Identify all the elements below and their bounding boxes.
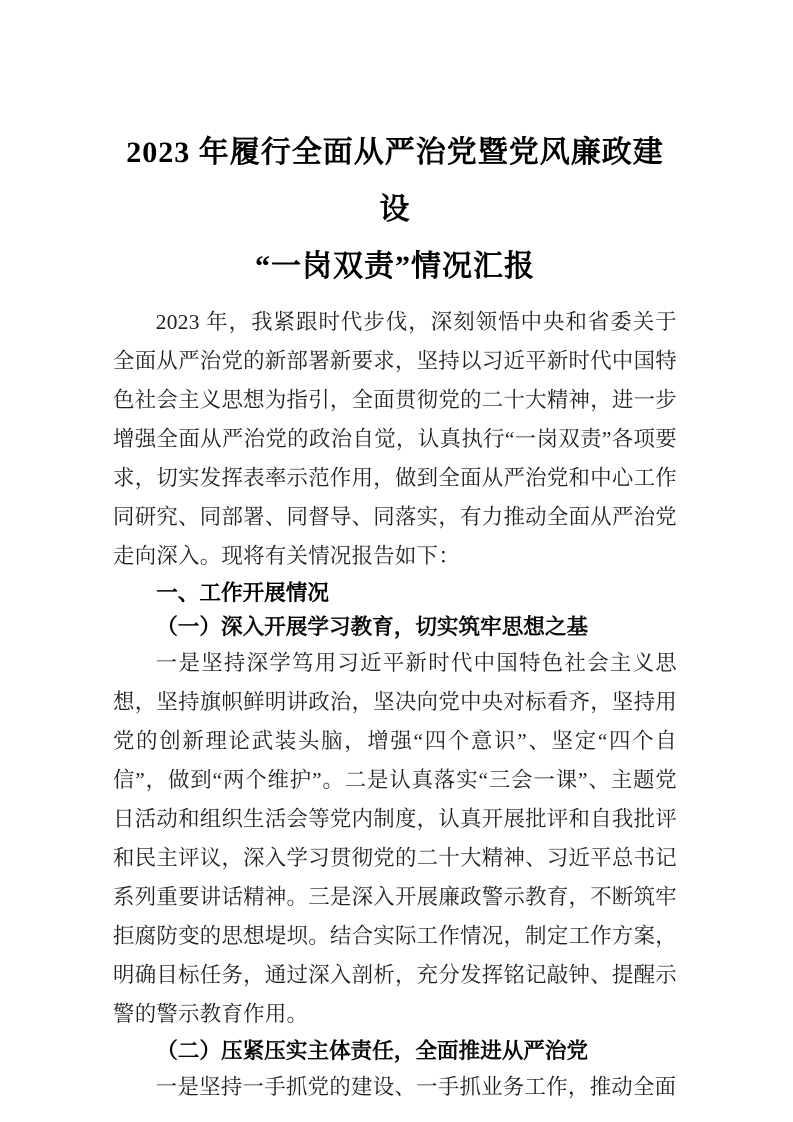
document-title	[113, 124, 677, 295]
section-heading: 一、工作开展情况	[156, 580, 329, 605]
document-body	[113, 303, 677, 1107]
title-line-2: “一岗双责”情况汇报	[255, 250, 535, 283]
sub-heading: （二）压紧压实主体责任，全面推进从严治党	[156, 1039, 589, 1063]
paragraph: 一是坚持深学笃用习近平新时代中国特色社会主义思想，坚持旗帜鲜明讲政治，坚决向党中央对标看齐，坚持用党的创新理论武装头脑，增强“四个意识”、坚定“四个自信”，做到“两个维护”。二是认真落实“三会一课”、主题党日活动和组织生活会等党内制度，认真开展批评和自我批评和民主评议，深入学习贯彻党的二十大精神、习近平总书记系列重要讲话精神。三是深入开展廉政警示教育，不断筑牢拒腐防变的思想堤坝。结合实际工作情况，制定工作方案，明确目标任务，通过深入剖析，充分发挥铭记敲钟、提醒示警的警示教育作用。	[113, 651, 677, 1026]
paragraph: 一是坚持一手抓党的建设、一手抓业务工作，推动全面	[155, 1075, 677, 1099]
title-line-1: 2023 年履行全面从严治党暨党风廉政建设	[126, 136, 664, 226]
sub-heading: （一）深入开展学习教育，切实筑牢思想之基	[156, 615, 589, 639]
paragraph: 2023 年，我紧跟时代步伐，深刻领悟中央和省委关于全面从严治党的新部署新要求，坚持以习近平新时代中国特色社会主义思想为指引，全面贯彻党的二十大精神，进一步增强全面从严治党的政治自觉，认真执行“一岗双责”各项要求，切实发挥表率示范作用，做到全面从严治党和中心工作同研究、同部署、同督导、同落实，有力推动全面从严治党走向深入。现将有关情况报告如下：	[113, 310, 677, 568]
